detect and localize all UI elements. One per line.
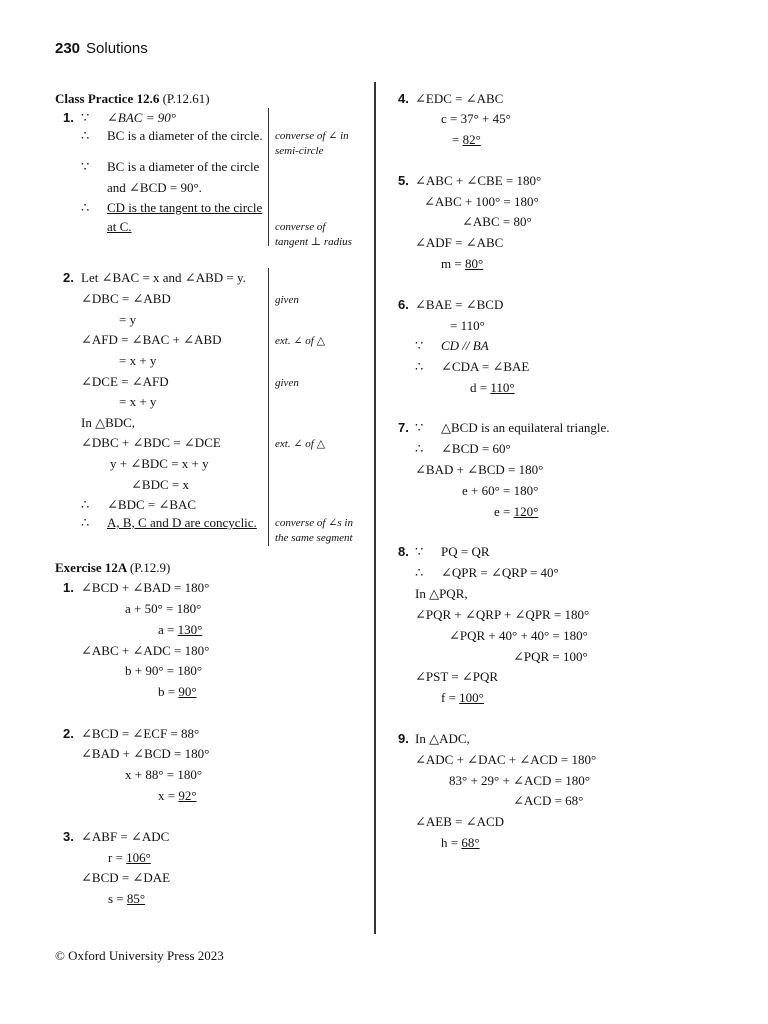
question-number: 3. [63, 829, 74, 844]
solution-line [108, 850, 151, 866]
step-text: = [452, 132, 463, 147]
column-divider [374, 82, 376, 934]
answer-value: 106° [126, 850, 151, 865]
step-text: PQ = QR [441, 544, 490, 559]
step-text: x = [158, 788, 179, 803]
solution-line: ∠BAD + ∠BCD = 180° [415, 462, 544, 477]
step-text: ∠CDA = ∠BAE [441, 359, 530, 374]
therefore-symbol: ∴ [81, 128, 90, 143]
step-text: s = [108, 891, 127, 906]
solution-line [415, 565, 559, 581]
question-number: 7. [398, 420, 409, 435]
solution-line: ∠AEB = ∠ACD [415, 814, 505, 829]
reason-divider [268, 268, 269, 546]
answer-value: 90° [178, 684, 197, 699]
solution-line [415, 359, 529, 375]
solution-line [494, 504, 538, 520]
answer-value: 92° [178, 788, 197, 803]
step-text: e = [494, 504, 514, 519]
solution-line [452, 132, 481, 148]
therefore-symbol: ∴ [415, 441, 424, 456]
step-text: ∠BCD = 60° [441, 441, 511, 456]
solution-line [415, 338, 489, 354]
page-header [55, 40, 148, 57]
step-text: r = [108, 850, 127, 865]
answer-value: 100° [459, 690, 484, 705]
conclusion-text: at C. [107, 219, 132, 234]
question-number: 1. [63, 110, 74, 125]
solution-line [158, 622, 202, 638]
reason-text: given [275, 294, 299, 306]
solution-line: ∠PQR + ∠QRP + ∠QPR = 180° [415, 607, 590, 622]
solution-line [470, 380, 515, 396]
therefore-symbol: ∴ [415, 359, 424, 374]
question-number: 8. [398, 544, 409, 559]
answer-value: 68° [461, 835, 480, 850]
solution-line [81, 159, 259, 175]
conclusion-text: CD is the tangent to the circle [107, 200, 263, 215]
solution-line: ∠ABC = 80° [462, 214, 532, 229]
conclusion-text: A, B, C and D are concyclic. [107, 515, 257, 530]
solution-line: ∠BAE = ∠BCD [415, 297, 504, 312]
because-symbol: ∵ [415, 338, 424, 353]
solution-line: = x + y [119, 394, 157, 409]
step-text: CD // BA [441, 338, 489, 353]
solution-line: ∠ADF = ∠ABC [415, 235, 504, 250]
question-number: 1. [63, 580, 74, 595]
step-text: ∠BDC = ∠BAC [107, 497, 197, 512]
reason-text: ext. ∠ of △ [275, 438, 326, 450]
therefore-symbol: ∴ [81, 515, 90, 530]
reason-text: tangent ⊥ radius [275, 236, 352, 248]
solution-line [415, 441, 511, 457]
solution-line: 83° + 29° + ∠ACD = 180° [449, 773, 590, 788]
step-text: ∠QPR = ∠QRP = 40° [441, 565, 559, 580]
question-number: 5. [398, 173, 409, 188]
solution-line: Let ∠BAC = x and ∠ABD = y. [81, 270, 246, 285]
question-number: 2. [63, 726, 74, 741]
solution-line [81, 110, 176, 126]
solution-line: ∠BAD + ∠BCD = 180° [81, 746, 210, 761]
solution-line: ∠PQR + 40° + 40° = 180° [449, 628, 588, 643]
solution-line [158, 788, 197, 804]
solution-line: In △PQR, [415, 586, 468, 601]
class-practice-heading [55, 91, 210, 107]
question-number: 4. [398, 91, 409, 106]
step-text: d = [470, 380, 491, 395]
solution-line [441, 690, 484, 706]
solution-line: ∠ABC + ∠ADC = 180° [81, 643, 210, 658]
answer-value: 120° [513, 504, 539, 519]
answer-value: 130° [177, 622, 203, 637]
solution-line: = x + y [119, 353, 157, 368]
step-text: b = [158, 684, 179, 699]
reason-text: converse of [275, 221, 326, 233]
step-text: m = [441, 256, 465, 271]
reason-text: semi-circle [275, 145, 324, 157]
solution-line: e + 60° = 180° [462, 483, 539, 498]
solution-line: ∠DCE = ∠AFD [81, 374, 169, 389]
solution-line: ∠DBC + ∠BDC = ∠DCE [81, 435, 221, 450]
solution-line: and ∠BCD = 90°. [107, 180, 202, 195]
solution-line: y + ∠BDC = x + y [110, 456, 209, 471]
solution-line: ∠ACD = 68° [513, 793, 584, 808]
solution-line: ∠DBC = ∠ABD [81, 291, 171, 306]
exercise-ref: (P.12.9) [129, 560, 171, 575]
solution-line: ∠PQR = 100° [513, 649, 588, 664]
solution-line: In △BDC, [81, 415, 136, 430]
solution-line: ∠ABF = ∠ADC [81, 829, 170, 844]
question-number: 9. [398, 731, 409, 746]
therefore-symbol: ∴ [415, 565, 424, 580]
solution-line [108, 891, 145, 907]
class-practice-ref: (P.12.61) [162, 91, 210, 106]
therefore-symbol: ∴ [81, 497, 90, 512]
solution-line: ∠AFD = ∠BAC + ∠ABD [81, 332, 222, 347]
solution-line: ∠ABC + 100° = 180° [424, 194, 539, 209]
solution-line: b + 90° = 180° [125, 663, 203, 678]
because-symbol: ∵ [415, 544, 424, 559]
therefore-symbol: ∴ [81, 200, 90, 215]
because-symbol: ∵ [415, 420, 424, 435]
page-number: 230 [55, 40, 81, 57]
solution-line: ∠EDC = ∠ABC [415, 91, 504, 106]
solution-line [81, 515, 257, 531]
reason-text: converse of ∠ in [275, 130, 349, 142]
answer-value: 80° [464, 256, 484, 271]
reason-divider [268, 108, 269, 246]
solution-line: ∠BDC = x [131, 477, 189, 492]
step-text: f = [441, 690, 460, 705]
solution-line [441, 256, 483, 272]
exercise-heading [55, 560, 170, 576]
solution-line: ∠PST = ∠PQR [415, 669, 499, 684]
solution-line [441, 835, 480, 851]
solution-line: ∠BCD = ∠DAE [81, 870, 171, 885]
solution-line: a + 50° = 180° [125, 601, 202, 616]
solution-line: = 110° [450, 318, 485, 333]
because-symbol: ∵ [81, 110, 90, 125]
step-text: h = [441, 835, 462, 850]
solution-line: c = 37° + 45° [441, 111, 511, 126]
solution-line: ∠BCD = ∠ECF = 88° [81, 726, 200, 741]
solution-line: In △ADC, [415, 731, 470, 746]
solution-line: ∠ADC + ∠DAC + ∠ACD = 180° [415, 752, 597, 767]
reason-text: given [275, 377, 299, 389]
because-symbol: ∵ [81, 159, 90, 174]
step-text: BC is a diameter of the circle. [107, 128, 263, 143]
footer-copyright: © Oxford University Press 2023 [55, 948, 224, 963]
reason-text: the same segment [275, 532, 353, 544]
step-text: ∠BAC = 90° [107, 110, 176, 125]
step-text: a = [158, 622, 178, 637]
solution-line: = y [119, 312, 137, 327]
answer-value: 110° [490, 380, 515, 395]
question-number: 6. [398, 297, 409, 312]
solution-line [81, 200, 262, 216]
solution-line: x + 88° = 180° [125, 767, 203, 782]
question-number: 2. [63, 270, 74, 285]
solution-line [81, 497, 196, 513]
step-text: BC is a diameter of the circle [107, 159, 260, 174]
solution-line [81, 128, 263, 144]
step-text: △BCD is an equilateral triangle. [441, 420, 610, 435]
solution-line: ∠BCD + ∠BAD = 180° [81, 580, 210, 595]
answer-value: 82° [462, 132, 481, 147]
answer-value: 85° [126, 891, 146, 906]
solution-line [415, 420, 609, 436]
page-header-title: Solutions [86, 40, 148, 57]
solution-line: ∠ABC + ∠CBE = 180° [415, 173, 542, 188]
reason-text: converse of ∠s in [275, 517, 353, 529]
solution-line [415, 544, 490, 560]
exercise-title: Exercise 12A [55, 560, 127, 575]
class-practice-title: Class Practice 12.6 [55, 91, 160, 106]
solution-line [158, 684, 197, 700]
reason-text: ext. ∠ of △ [275, 335, 326, 347]
